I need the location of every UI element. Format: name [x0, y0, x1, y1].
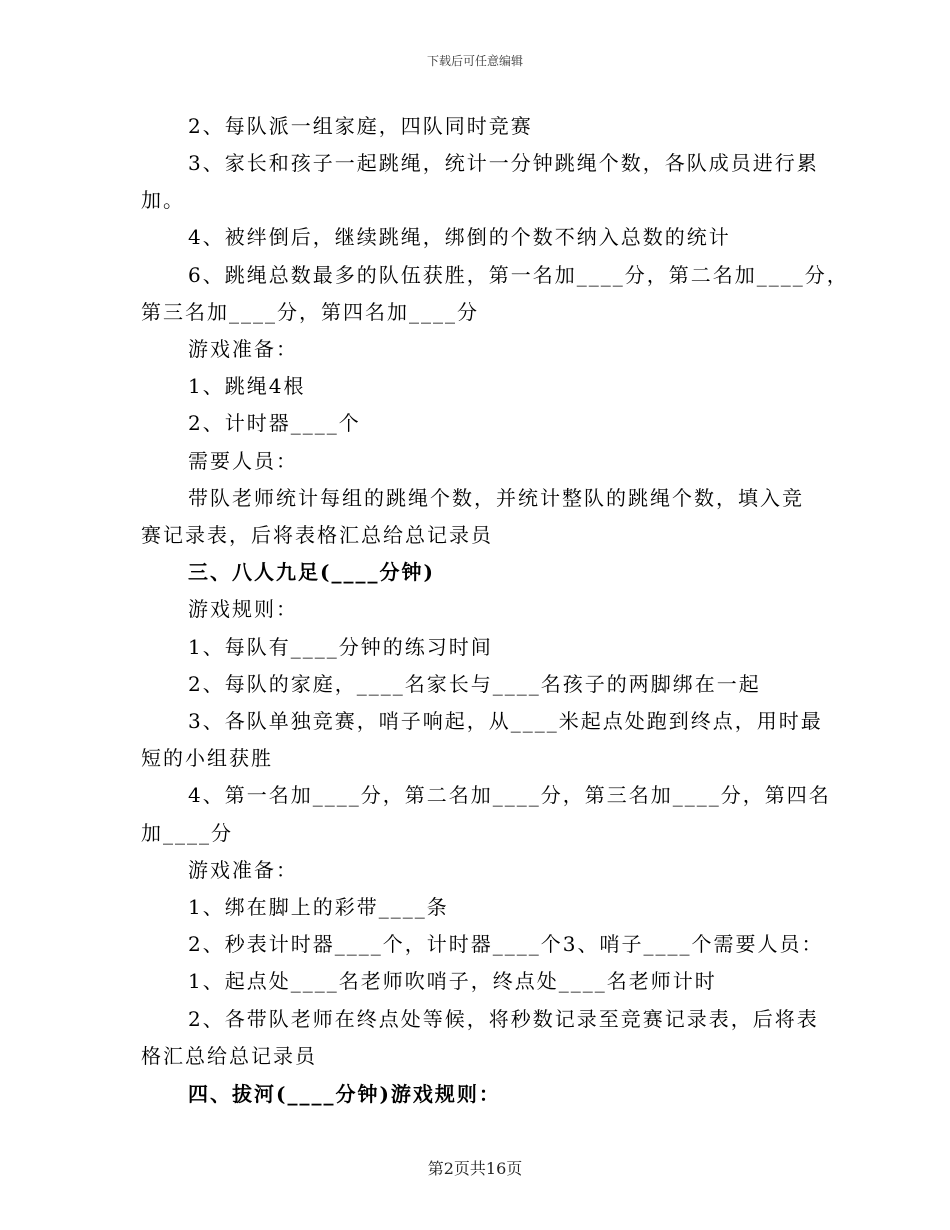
text-line: 带队老师统计每组的跳绳个数，并统计整队的跳绳个数，填入竞	[188, 486, 804, 510]
section-title: 三、八人九足(____分钟)	[188, 560, 435, 584]
text-line: 赛记录表，后将表格汇总给总记录员	[141, 523, 493, 547]
text-line: 短的小组获胜	[141, 746, 273, 770]
text-line: 4、第一名加____分，第二名加____分，第三名加____分，第四名	[188, 783, 831, 807]
page-header: 下载后可任意编辑	[426, 54, 523, 68]
section-heading: 游戏规则：	[188, 597, 298, 621]
text-line: 3、家长和孩子一起跳绳，统计一分钟跳绳个数，各队成员进行累	[188, 151, 819, 175]
text-line: 1、跳绳4根	[188, 374, 306, 398]
text-line: 格汇总给总记录员	[141, 1044, 317, 1068]
text-line: 2、每队派一组家庭，四队同时竞赛	[188, 114, 533, 138]
section-heading: 游戏准备：	[188, 337, 298, 361]
text-line: 2、各带队老师在终点处等候，将秒数记录至竞赛记录表，后将表	[188, 1007, 819, 1031]
text-line: 加。	[141, 188, 185, 212]
text-line: 4、被绊倒后，继续跳绳，绑倒的个数不纳入总数的统计	[188, 225, 731, 249]
page-footer: 第2页共16页	[427, 1159, 523, 1178]
text-line: 1、起点处____名老师吹哨子，终点处____名老师计时	[188, 969, 717, 993]
text-line: 第三名加____分，第四名加____分	[141, 300, 479, 324]
section-heading: 游戏准备：	[188, 858, 298, 882]
text-line: 1、绑在脚上的彩带____条	[188, 895, 449, 919]
text-line: 6、跳绳总数最多的队伍获胜，第一名加____分，第二名加____分，	[188, 263, 849, 287]
text-line: 2、秒表计时器____个，计时器____个3、哨子____个需要人员：	[188, 932, 824, 956]
text-line: 2、计时器____个	[188, 411, 361, 435]
text-line: 加____分	[141, 821, 233, 845]
text-line: 1、每队有____分钟的练习时间	[188, 635, 493, 659]
section-title: 四、拔河(____分钟)游戏规则：	[188, 1082, 501, 1106]
text-line: 2、每队的家庭，____名家长与____名孩子的两脚绑在一起	[188, 672, 761, 696]
text-line: 3、各队单独竞赛，哨子响起，从____米起点处跑到终点，用时最	[188, 709, 823, 733]
section-heading: 需要人员：	[188, 449, 298, 473]
